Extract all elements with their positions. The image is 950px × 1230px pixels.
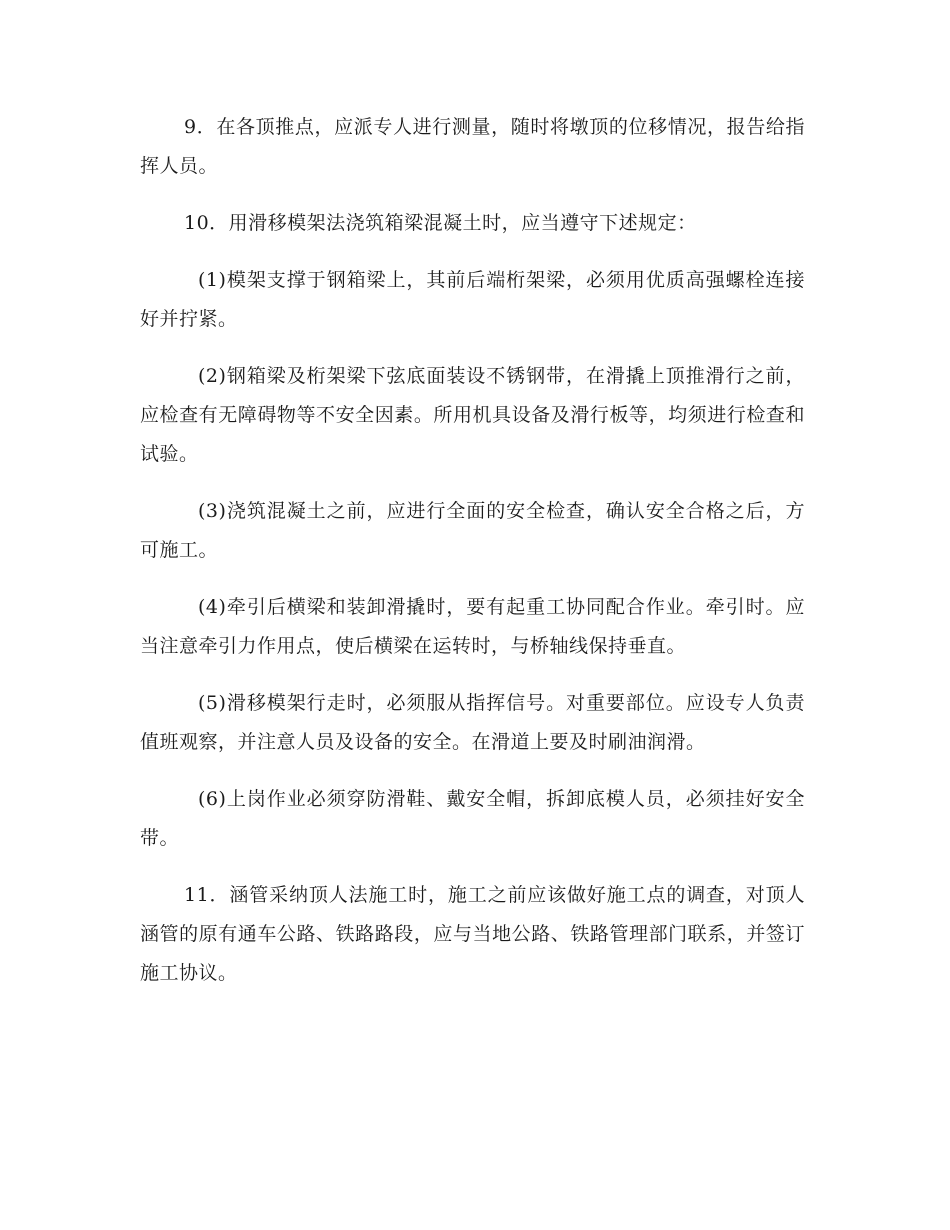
paragraph-subitem-6: (6)上岗作业必须穿防滑鞋、戴安全帽，拆卸底模人员，必须挂好安全带。 [140, 788, 805, 849]
document-body [140, 108, 805, 1011]
paragraph-subitem-2: (2)钢箱梁及桁架梁下弦底面装设不锈钢带，在滑撬上顶推滑行之前，应检查有无障碍物等不安全因素。所用机具设备及滑行板等，均须进行检查和试验。 [140, 365, 805, 465]
paragraph-subitem-3: (3)浇筑混凝土之前，应进行全面的安全检查，确认安全合格之后，方可施工。 [140, 500, 805, 561]
paragraph-subitem-5: (5)滑移模架行走时，必须服从指挥信号。对重要部位。应设专人负责值班观察，并注意人员及设备的安全。在滑道上要及时刷油润滑。 [140, 692, 805, 753]
paragraph-subitem-1: (1)模架支撑于钢箱梁上，其前后端桁架梁，必须用优质高强螺栓连接好并拧紧。 [140, 269, 805, 330]
paragraph-item-10: 10．用滑移模架法浇筑箱梁混凝土时，应当遵守下述规定： [184, 212, 697, 234]
paragraph-subitem-4: (4)牵引后横梁和装卸滑撬时，要有起重工协同配合作业。牵引时。应当注意牵引力作用点，使后横梁在运转时，与桥轴线保持垂直。 [140, 596, 805, 657]
paragraph-item-9: 9．在各顶推点，应派专人进行测量，随时将墩顶的位移情况，报告给指挥人员。 [140, 116, 805, 177]
paragraph-item-11: 11．涵管采纳顶人法施工时，施工之前应该做好施工点的调查，对顶人涵管的原有通车公路、铁路路段，应与当地公路、铁路管理部门联系，并签订施工协议。 [140, 884, 805, 984]
